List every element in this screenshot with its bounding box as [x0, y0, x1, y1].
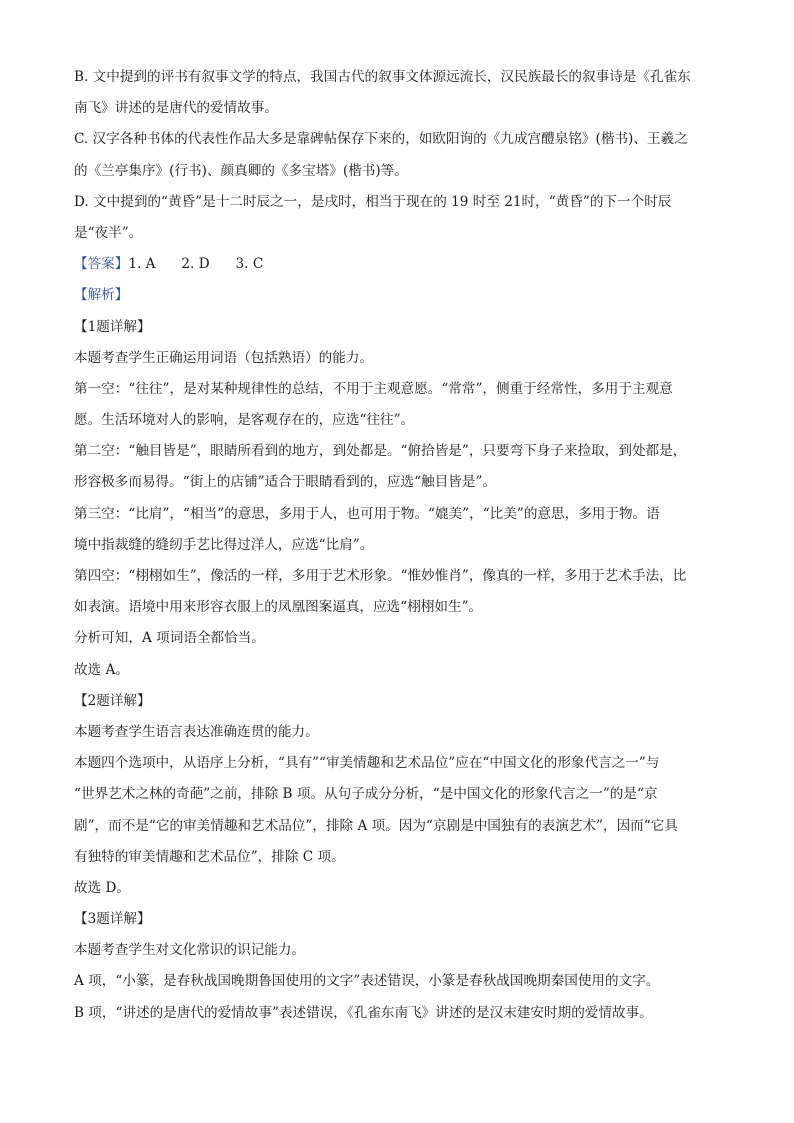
- text-line: 南飞》讲述的是唐代的爱情故事。: [74, 100, 278, 117]
- text-line: 分析可知，A 项词语全都恰当。: [74, 630, 265, 647]
- section-heading: 【2题详解】: [74, 692, 151, 709]
- text-line: 剧”，而不是“它的审美情趣和艺术品位”，排除 A 项。因为“京剧是中国独有的表演艺术”，因而“它具: [74, 817, 678, 834]
- text-line: B 项，“讲述的是唐代的爱情故事”表述错误，《孔雀东南飞》讲述的是汉末建安时期的爱情故事。: [74, 1004, 653, 1021]
- text-line: 是“夜半”。: [74, 224, 143, 241]
- text-line: 第二空：“触目皆是”，眼睛所看到的地方，到处都是。“俯拾皆是”，只要弯下身子来捡取，到处都是，: [74, 443, 687, 460]
- answer-label: 【答案】: [74, 256, 129, 273]
- text-line: 本题四个选项中，从语序上分析，“具有”“审美情趣和艺术品位”应在“中国文化的形象代言之一”与: [74, 755, 660, 772]
- analysis-label: 【解析】: [74, 287, 129, 304]
- text-line: 故选 A。: [74, 661, 129, 678]
- text-line: 第四空：“栩栩如生”，像活的一样，多用于艺术形象。“惟妙惟肖”，像真的一样，多用于艺术手法，比: [74, 568, 687, 584]
- answer-line: [74, 249, 724, 280]
- text-line: A 项，“小篆，是春秋战国晚期鲁国使用的文字”表述错误，小篆是春秋战国晚期秦国使用的文字。: [74, 973, 660, 990]
- text-line: 形容极多而易得。“街上的店铺”适合于眼睛看到的，应选“触目皆是”。: [74, 474, 497, 491]
- answer-text: 1. A 2. D 3. C: [128, 256, 264, 273]
- text-line: 如表演。语境中用来形容衣服上的凤凰图案逼真，应选“栩栩如生”。: [74, 599, 483, 616]
- text-line: D. 文中提到的“黄昏”是十二时辰之一，是戌时，相当于现在的 19 时至 21时，“黄昏”的下一个时辰: [74, 193, 672, 210]
- text-line: 第一空：“往往”，是对某种规律性的总结，不用于主观意愿。“常常”，侧重于经常性，多用于主观意: [74, 380, 673, 397]
- text-line: 本题考查学生对文化常识的识记能力。: [74, 942, 306, 959]
- text-line: 有独特的审美情趣和艺术品位”，排除 C 项。: [74, 848, 345, 865]
- text-line: 本题考查学生语言表达准确连贯的能力。: [74, 723, 319, 740]
- section-heading: 【1题详解】: [74, 318, 151, 335]
- text-line: B. 文中提到的评书有叙事文学的特点，我国古代的叙事文体源远流长，汉民族最长的叙事诗是《孔雀东: [74, 69, 691, 85]
- text-line: 本题考查学生正确运用词语（包括熟语）的能力。: [74, 349, 374, 366]
- text-line: 境中指裁缝的缝纫手艺比得过洋人，应选“比肩”。: [74, 536, 374, 553]
- text-line: 愿。生活环境对人的影响，是客观存在的，应选“往往”。: [74, 412, 415, 429]
- text-line: C. 汉字各种书体的代表性作品大多是靠碑帖保存下来的，如欧阳询的《九成宫醴泉铭》(楷书)、王羲之: [74, 131, 688, 148]
- text-line: 第三空：“比肩”，“相当”的意思，多用于人，也可用于物。“媲美”，“比美”的意思，多用于物。语: [74, 505, 660, 522]
- text-line: 的《兰亭集序》(行书)、颜真卿的《多宝塔》(楷书)等。: [74, 162, 408, 179]
- text-line: “世界艺术之林的奇葩”之前，排除 B 项。从句子成分分析，“是中国文化的形象代言之一”的是“京: [74, 786, 658, 803]
- analysis-heading: [74, 280, 724, 311]
- section-heading: 【3题详解】: [74, 911, 151, 928]
- text-line: 故选 D。: [74, 879, 131, 896]
- document-page: [74, 62, 724, 1029]
